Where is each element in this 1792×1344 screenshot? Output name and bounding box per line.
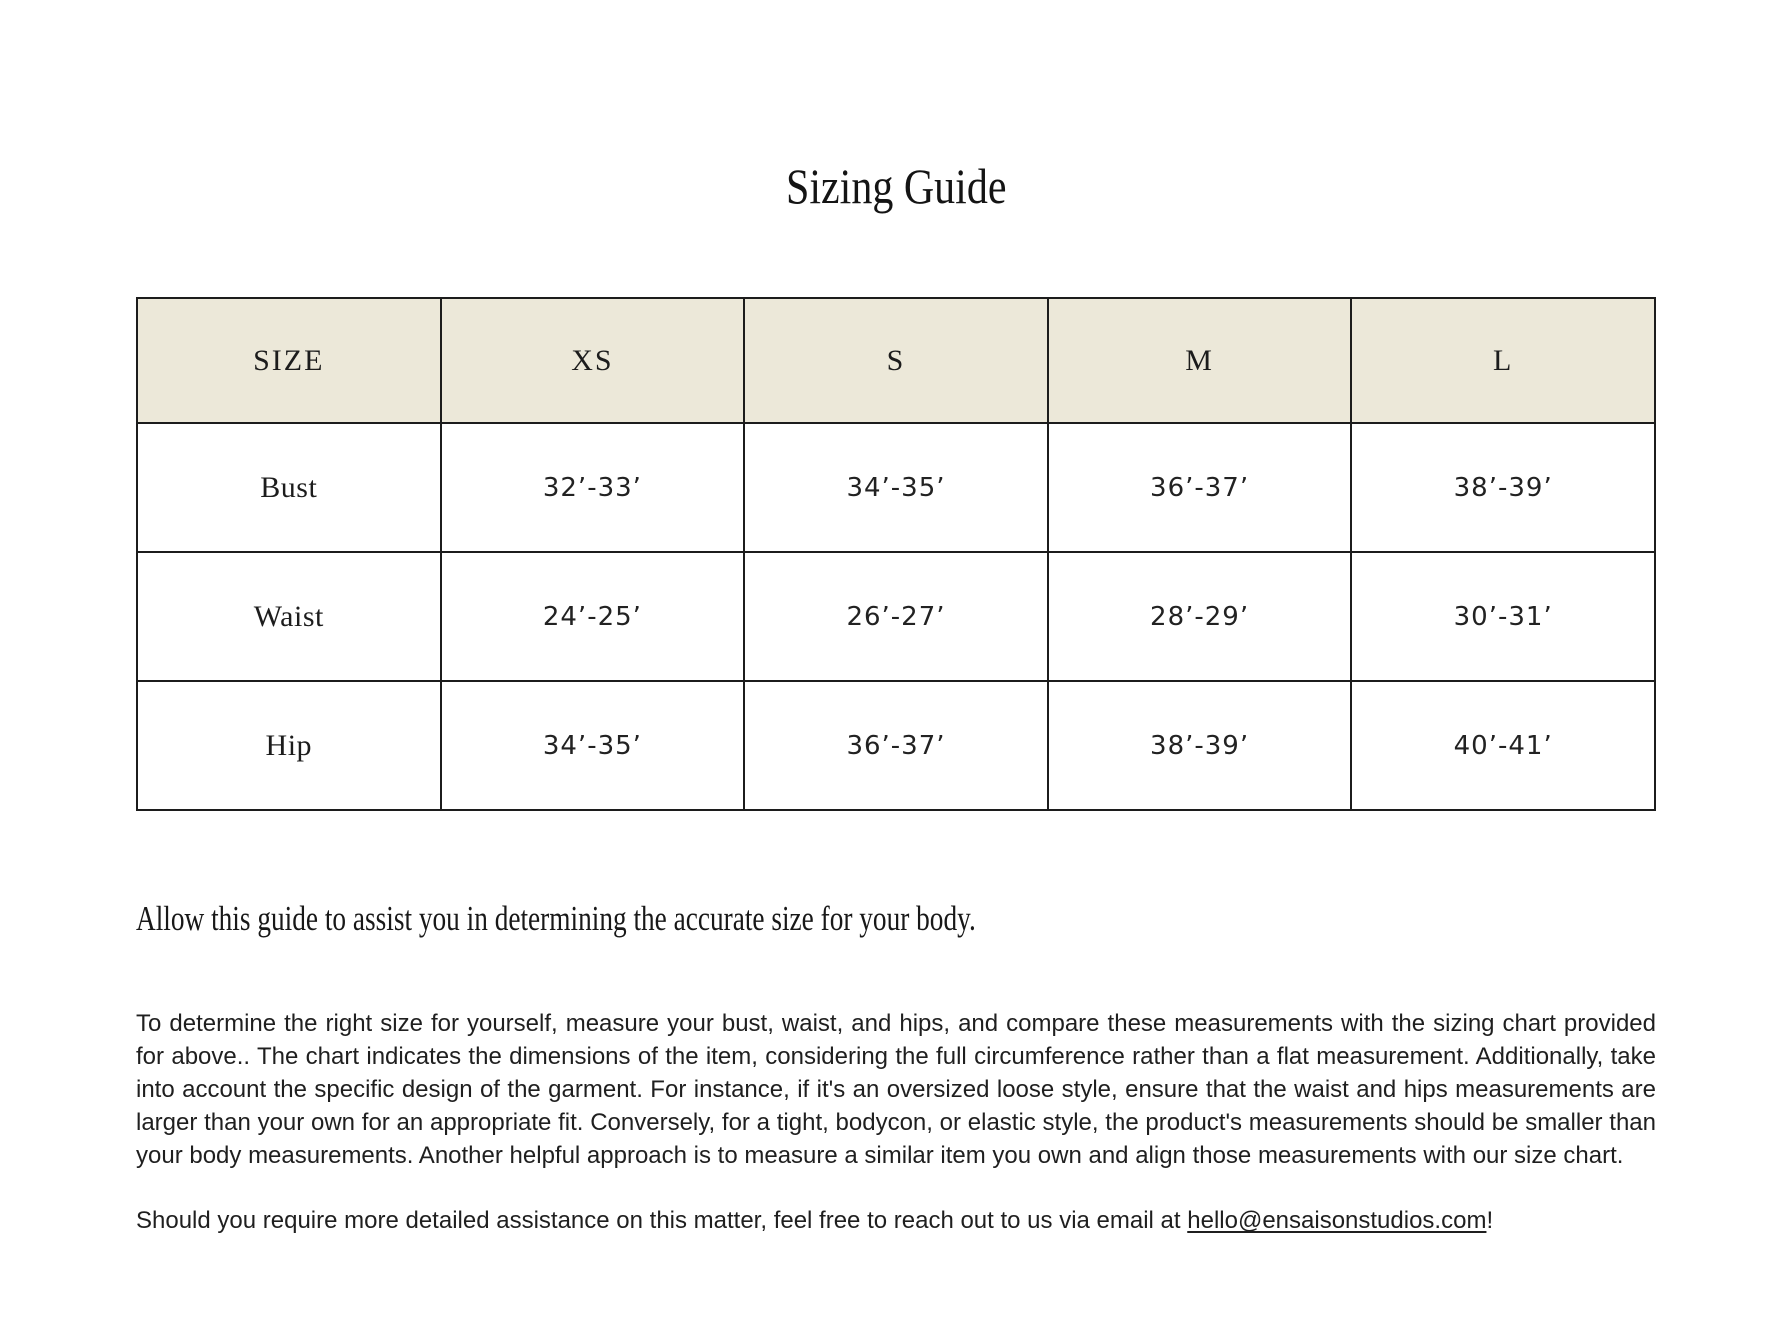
row-label-waist: Waist	[137, 552, 441, 681]
sizing-table	[136, 297, 1656, 811]
subheading-container	[136, 869, 1656, 969]
column-header-s: S	[744, 298, 1048, 423]
page-title: Sizing Guide	[785, 157, 1007, 214]
sizing-table-header	[137, 298, 1655, 423]
hip-xs-value: 34’-35’	[441, 681, 745, 810]
column-header-l: L	[1351, 298, 1655, 423]
waist-m-value: 28’-29’	[1048, 552, 1352, 681]
sizing-guide-page	[136, 0, 1656, 1237]
hip-s-value: 36’-37’	[744, 681, 1048, 810]
table-row-hip	[137, 681, 1655, 810]
contact-text-prefix: Should you require more detailed assistance on this matter, feel free to reach out to us via email at	[136, 1207, 1188, 1235]
waist-s-value: 26’-27’	[744, 552, 1048, 681]
sizing-instructions-paragraph: To determine the right size for yourself, measure your bust, waist, and hips, and compare these measurements with the sizing chart provided for above.. The chart indicates the dimensions of the item, considering the full circumference rather than a flat measurement. Additionally, take into account the specific design of the garment. For instance, if it's an oversized loose style, ensure that the waist and hips measurements are larger than your own for an appropriate fit. Conversely, for a tight, bodycon, or elastic style, the product's measurements should be smaller than your body measurements. Another helpful approach is to measure a similar item you own and align those measurements with our size chart.	[136, 1010, 1656, 1170]
waist-l-value: 30’-31’	[1351, 552, 1655, 681]
guide-subheading: Allow this guide to assist you in determining the accurate size for your body.	[136, 899, 976, 939]
hip-l-value: 40’-41’	[1351, 681, 1655, 810]
row-label-hip: Hip	[137, 681, 441, 810]
waist-xs-value: 24’-25’	[441, 552, 745, 681]
bust-l-value: 38’-39’	[1351, 423, 1655, 552]
hip-m-value: 38’-39’	[1048, 681, 1352, 810]
header-row	[137, 298, 1655, 423]
table-row-waist	[137, 552, 1655, 681]
row-label-bust: Bust	[137, 423, 441, 552]
page-title-container	[136, 122, 1656, 249]
contact-text-suffix: !	[1486, 1207, 1494, 1235]
bust-xs-value: 32’-33’	[441, 423, 745, 552]
contact-line	[136, 1204, 1656, 1237]
column-header-m: M	[1048, 298, 1352, 423]
email-link[interactable]: hello@ensaisonstudios.com	[1187, 1207, 1487, 1235]
column-header-xs: XS	[441, 298, 745, 423]
bust-s-value: 34’-35’	[744, 423, 1048, 552]
bust-m-value: 36’-37’	[1048, 423, 1352, 552]
sizing-table-body	[137, 423, 1655, 810]
column-header-size: SIZE	[137, 298, 441, 423]
table-row-bust	[137, 423, 1655, 552]
